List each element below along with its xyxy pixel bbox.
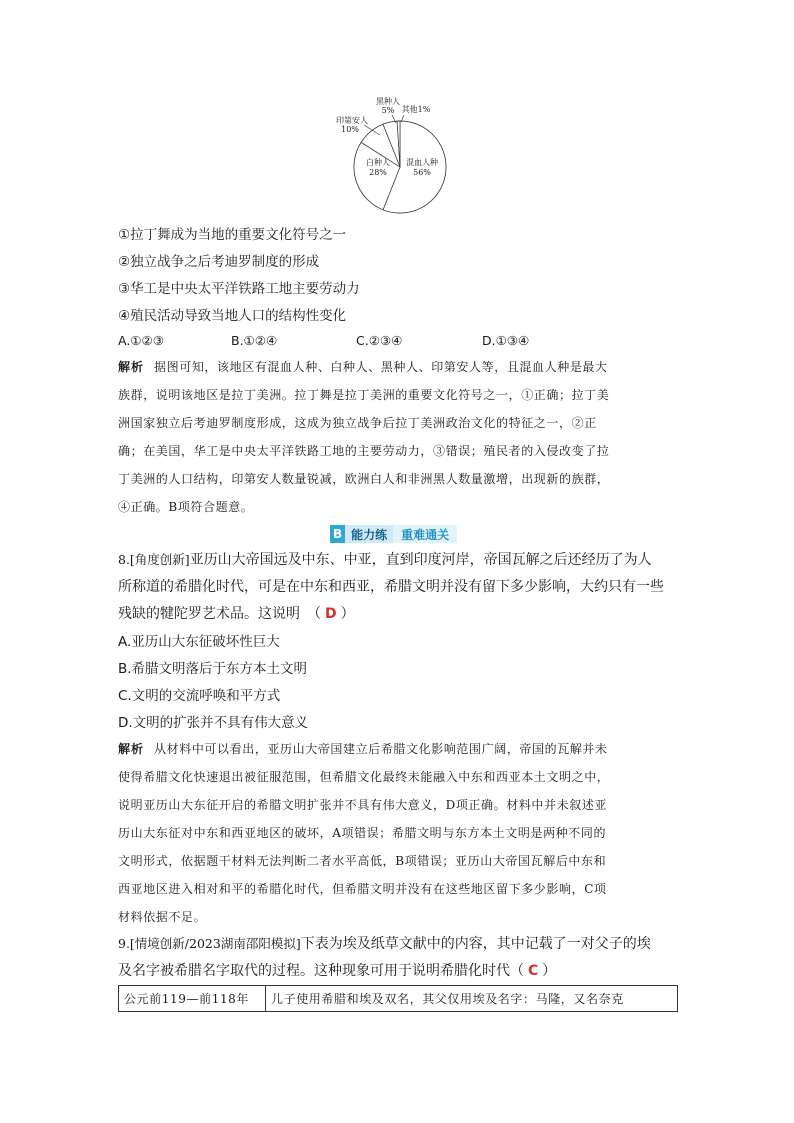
pie-value-white: 28% (369, 168, 387, 177)
pie-value-indigenous: 10% (341, 125, 359, 134)
q8-explanation (118, 735, 678, 931)
q7-expl-line: 确；在美国，华工是中央太平洋铁路工地的主要劳动力，③错误；殖民者的入侵改变了拉 (118, 444, 610, 458)
q8-stem (118, 546, 680, 628)
q8-expl-line: 文明形式，依据题干材料无法判断二者水平高低，B项错误；亚历山大帝国瓦解后中东和 (118, 854, 607, 868)
q7-expl-line: 洲国家独立后考迪罗制度形成，这成为独立战争后拉丁美洲政治文化的特征之一，②正 (118, 416, 597, 430)
q7-expl-line: 族群，说明该地区是拉丁美洲。拉丁舞是拉丁美洲的重要文化符号之一，①正确；拉丁美 (118, 388, 610, 402)
q7-statement-2: ②独立战争之后考迪罗制度的形成 (118, 254, 320, 270)
q7-expl-line: ④正确。B项符合题意。 (118, 500, 254, 514)
q8-option-b[interactable]: B.希腊文明落后于东方本土文明 (118, 661, 308, 677)
q8-option-c[interactable]: C.文明的交流呼唤和平方式 (118, 688, 281, 704)
q8-expl-line: 从材料中可以看出，亚历山大帝国建立后希腊文化影响范围广阔，帝国的瓦解并未 (154, 742, 608, 756)
q9-table (118, 985, 678, 1012)
q8-explanation-label: 解析 (118, 742, 145, 756)
table-row (119, 986, 678, 1012)
q7-explanation-label: 解析 (118, 360, 145, 374)
q9-line: 及名字被希腊名字取代的过程。这种现象可用于说明希腊化时代（ (118, 963, 524, 979)
q9-close-paren: ） (542, 963, 557, 979)
q8-expl-line: 材料依据不足。 (118, 910, 207, 924)
pie-label-other: 其他1% (401, 105, 431, 114)
q8-expl-line: 说明亚历山大东征开启的希腊文明扩张并不具有伟大意义，D项正确。材料中并未叙述亚 (118, 798, 608, 812)
pie-label-black: 黑种人 (376, 97, 400, 106)
q8-line: 亚历山大帝国远及中东、中亚，直到印度河岸，帝国瓦解之后还经历了为人 (189, 552, 652, 568)
q9-answer: C (528, 963, 539, 979)
q8-option-d[interactable]: D.文明的扩张并不具有伟大意义 (118, 715, 309, 731)
q9-number-tag: 9.[情境创新/2023湖南邵阳模拟] (118, 936, 301, 951)
q7-statement-3: ③华工是中央太平洋铁路工地主要劳动力 (118, 281, 360, 297)
q7-choices (118, 333, 678, 351)
table-cell-period: 公元前119—前118年 (119, 986, 266, 1012)
q7-explanation (118, 353, 678, 521)
q8-option-a[interactable]: A.亚历山大东征破坏性巨大 (118, 634, 280, 650)
q8-close-paren: ） (340, 606, 355, 622)
section-name: 能力练 (345, 525, 393, 543)
q8-expl-line: 使得希腊文化快速退出被征服范围，但希腊文化最终未能融入中东和西亚本土文明之中， (118, 770, 610, 784)
q7-choice-a[interactable]: A.①②③ (118, 333, 164, 348)
q9-line: 下表为埃及纸草文献中的内容，其中记载了一对父子的埃 (300, 936, 651, 952)
q7-statement-4: ④殖民活动导致当地人口的结构性变化 (118, 308, 347, 324)
pie-value-mixed: 56% (413, 168, 431, 177)
section-subtitle: 重难通关 (393, 525, 457, 543)
q8-expl-line: 西亚地区进入相对和平的希腊化时代，但希腊文明并没有在这些地区留下多少影响，C项 (118, 882, 607, 896)
q7-choice-b[interactable]: B.①②④ (231, 333, 278, 348)
q8-number-tag: 8.[角度创新] (118, 552, 190, 567)
pie-label-indigenous: 印第安人 (336, 116, 368, 125)
q8-expl-line: 历山大东征对中东和西亚地区的破坏，A项错误；希腊文明与东方本土文明是两种不同的 (118, 826, 607, 840)
q7-choice-d[interactable]: D.①③④ (482, 333, 530, 348)
table-cell-content: 儿子使用希腊和埃及双名，其父仅用埃及名字：马隆，又名奈克 (266, 986, 678, 1012)
population-pie-chart (330, 92, 470, 217)
section-header (330, 525, 457, 543)
q8-answer: D (325, 606, 337, 622)
q7-expl-line: 据图可知，该地区有混血人种、白种人、黑种人、印第安人等，且混血人种是最大 (154, 360, 608, 374)
pie-svg (330, 92, 470, 217)
section-badge: B (330, 525, 345, 543)
q7-expl-line: 丁美洲的人口结构，印第安人数量锐减，欧洲白人和非洲黑人数量激增，出现新的族群， (118, 472, 610, 486)
q9-stem (118, 930, 680, 985)
q7-choice-c[interactable]: C.②③④ (356, 333, 403, 348)
pie-label-white: 白种人 (366, 158, 390, 167)
q8-line: 所称道的希腊化时代，可是在中东和西亚，希腊文明并没有留下多少影响，大约只有一些 (118, 579, 664, 595)
q8-line: 残缺的犍陀罗艺术品。这说明 （ (118, 606, 321, 622)
q7-statement-1: ①拉丁舞成为当地的重要文化符号之一 (118, 227, 347, 243)
pie-value-black: 5% (381, 106, 395, 115)
pie-label-mixed: 混血人种 (406, 158, 438, 167)
